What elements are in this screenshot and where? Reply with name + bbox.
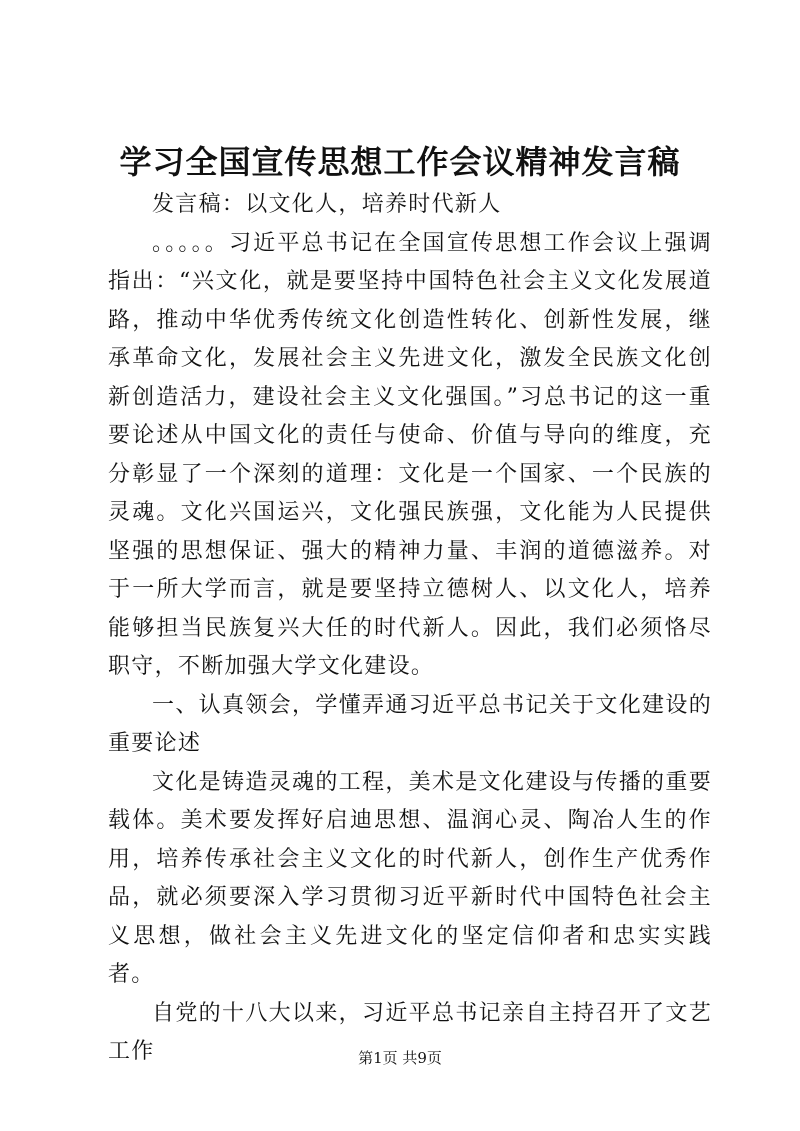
page-number-footer: 第1页 共9页 [358,1049,442,1067]
document-title: 学习全国宣传思想工作会议精神发言稿 [119,143,681,181]
subtitle-paragraph: 发言稿：以文化人，培养时代新人 [152,192,502,217]
body-paragraph: 自党的十八大以来，习近平总书记亲自主持召开了文艺工作 [108,1000,712,1064]
section-heading: 一、认真领会，学懂弄通习近平总书记关于文化建设的重要论述 [108,692,712,756]
body-paragraph: 文化是铸造灵魂的工程，美术是文化建设与传播的重要载体。美术要发挥好启迪思想、温润心灵、陶冶人生的作用，培养传承社会主义文化的时代新人，创作生产优秀作品，就必须要深入学习贯彻习近平新时代中国特色社会主义思想，做社会主义先进文化的坚定信仰者和忠实实践者。 [108,769,712,987]
body-paragraph: 。。。。。习近平总书记在全国宣传思想工作会议上强调指出：“兴文化，就是要坚持中国特色社会主义文化发展道路，推动中华优秀传统文化创造性转化、创新性发展，继承革命文化，发展社会主义先进文化，激发全民族文化创新创造活力，建设社会主义文化强国。”习总书记的这一重要论述从中国文化的责任与使命、价值与导向的维度，充分彰显了一个深刻的道理：文化是一个国家、一个民族的灵魂。文化兴国运兴，文化强民族强，文化能为人民提供坚强的思想保证、强大的精神力量、丰润的道德滋养。对于一所大学而言，就是要坚持立德树人、以文化人，培养能够担当民族复兴大任的时代新人。因此，我们必须恪尽职守，不断加强大学文化建设。 [108,230,712,679]
document-body [108,186,712,1072]
